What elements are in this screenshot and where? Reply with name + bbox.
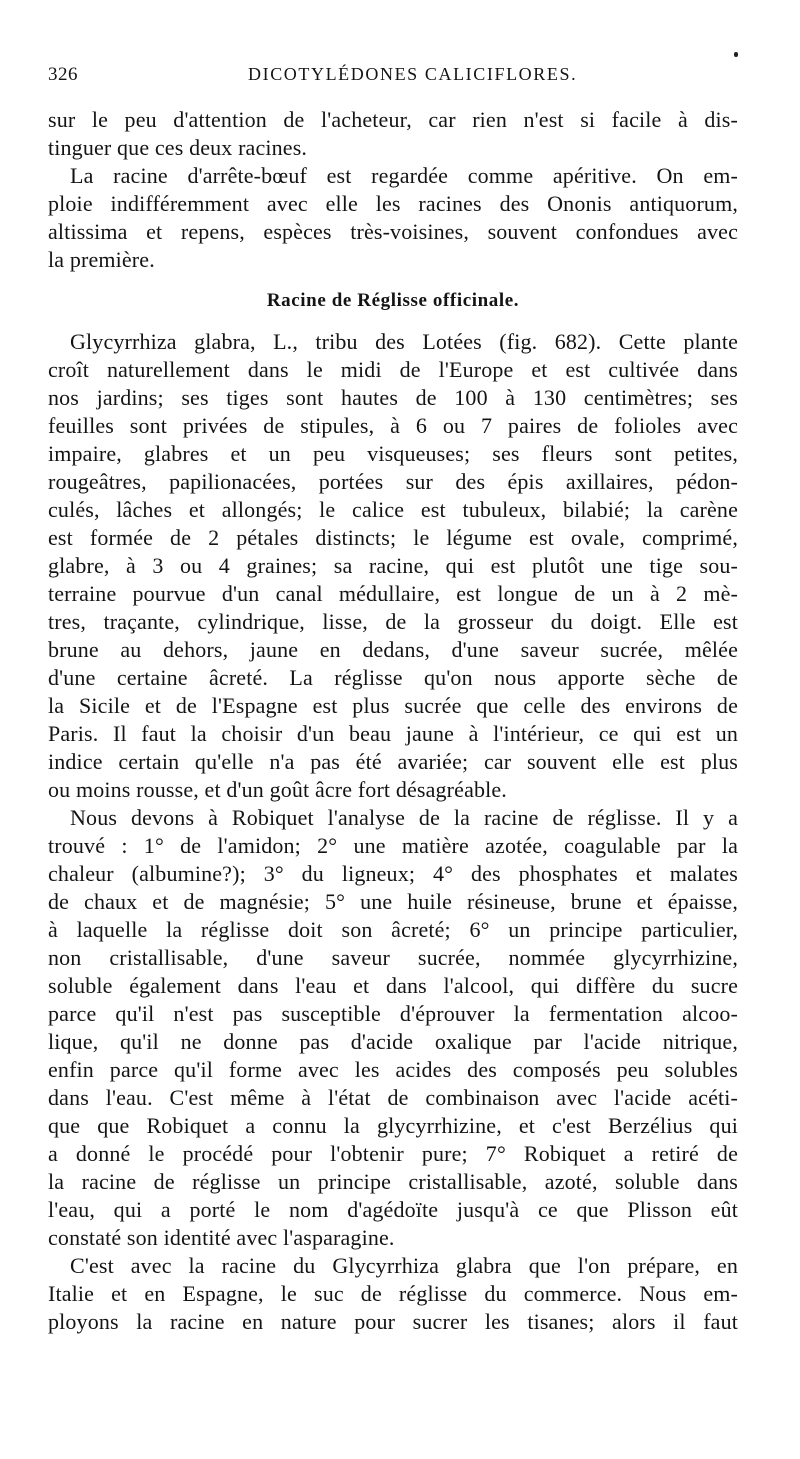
text-line: ploie indifféremment avec elle les racines des Ononis antiquorum, [48, 191, 738, 216]
text-line: C'est avec la racine du Glycyrrhiza glabra que l'on prépare, en [70, 1253, 738, 1278]
text-line: lique, qu'il ne donne pas d'acide oxalique par l'acide nitrique, [48, 1029, 738, 1054]
running-head: DICOTYLÉDONES CALICIFLORES. [248, 64, 578, 84]
text-line: Glycyrrhiza glabra, L., tribu des Lotées (fig. 682). Cette plante [70, 329, 738, 354]
text-line: est formée de 2 pétales distincts; le légume est ovale, comprimé, [48, 525, 738, 550]
text-line: terraine pourvue d'un canal médullaire, est longue de un à 2 mè- [48, 581, 738, 606]
text-line: indice certain qu'elle n'a pas été avariée; car souvent elle est plus [48, 749, 738, 774]
text-line: a donné le procédé pour l'obtenir pure; 7° Robiquet a retiré de [48, 1141, 738, 1166]
text-line: croît naturellement dans le midi de l'Europe et est cultivée dans [48, 357, 738, 382]
text-line: tinguer que ces deux racines. [48, 135, 308, 160]
text-line: ployons la racine en nature pour sucrer les tisanes; alors il faut [48, 1309, 738, 1334]
text-line: la première. [48, 247, 155, 272]
text-line: nos jardins; ses tiges sont hautes de 100 à 130 centimètres; ses [48, 385, 738, 410]
text-line: La racine d'arrête-bœuf est regardée comme apéritive. On em- [70, 163, 738, 188]
text-line: chaleur (albumine?); 3° du ligneux; 4° des phosphates et malates [48, 861, 738, 886]
text-line: soluble également dans l'eau et dans l'alcool, qui diffère du sucre [48, 973, 738, 998]
text-line: feuilles sont privées de stipules, à 6 ou 7 paires de folioles avec [48, 413, 738, 438]
text-line: culés, lâches et allongés; le calice est tubuleux, bilabié; la carène [48, 497, 738, 522]
text-line: enfin parce qu'il forme avec les acides des composés peu solubles [48, 1057, 738, 1082]
text-line: glabre, à 3 ou 4 graines; sa racine, qui est plutôt une tige sou- [48, 553, 738, 578]
text-line: trouvé : 1° de l'amidon; 2° une matière azotée, coagulable par la [48, 833, 738, 858]
text-line: la Sicile et de l'Espagne est plus sucrée que celle des environs de [48, 693, 738, 718]
text-line: parce qu'il n'est pas susceptible d'éprouver la fermentation alcoo- [48, 1001, 738, 1026]
text-line: rougeâtres, papilionacées, portées sur des épis axillaires, pédon- [48, 469, 738, 494]
text-line: dans l'eau. C'est même à l'état de combinaison avec l'acide acéti- [48, 1085, 738, 1110]
text-line: d'une certaine âcreté. La réglisse qu'on nous apporte sèche de [48, 665, 738, 690]
text-line: ou moins rousse, et d'un goût âcre fort désagréable. [48, 777, 507, 802]
text-line: Italie et en Espagne, le suc de réglisse du commerce. Nous em- [48, 1281, 738, 1306]
ink-speck [734, 52, 738, 57]
text-line: constaté son identité avec l'asparagine. [48, 1225, 395, 1250]
text-line: Paris. Il faut la choisir d'un beau jaune à l'intérieur, ce qui est un [48, 721, 738, 746]
page-number: 326 [48, 64, 78, 85]
text-line: Nous devons à Robiquet l'analyse de la racine de réglisse. Il y a [70, 805, 738, 830]
text-line: que que Robiquet a connu la glycyrrhizine, et c'est Berzélius qui [48, 1113, 738, 1138]
page-header [48, 64, 736, 90]
text-line: non cristallisable, d'une saveur sucrée, nommée glycyrrhizine, [48, 945, 738, 970]
text-line: tres, traçante, cylindrique, lisse, de la grosseur du doigt. Elle est [48, 609, 738, 634]
text-line: la racine de réglisse un principe cristallisable, azoté, soluble dans [48, 1169, 738, 1194]
text-line: de chaux et de magnésie; 5° une huile résineuse, brune et épaisse, [48, 889, 738, 914]
text-line: sur le peu d'attention de l'acheteur, car rien n'est si facile à dis- [48, 107, 738, 132]
text-line: impaire, glabres et un peu visqueuses; ses fleurs sont petites, [48, 441, 738, 466]
section-heading: Racine de Réglisse officinale. [266, 290, 520, 311]
text-line: l'eau, qui a porté le nom d'agédoïte jusqu'à ce que Plisson eût [48, 1197, 738, 1222]
text-line: brune au dehors, jaune en dedans, d'une saveur sucrée, mêlée [48, 637, 738, 662]
text-line: altissima et repens, espèces très-voisines, souvent confondues avec [48, 219, 738, 244]
text-line: à laquelle la réglisse doit son âcreté; 6° un principe particulier, [48, 917, 738, 942]
